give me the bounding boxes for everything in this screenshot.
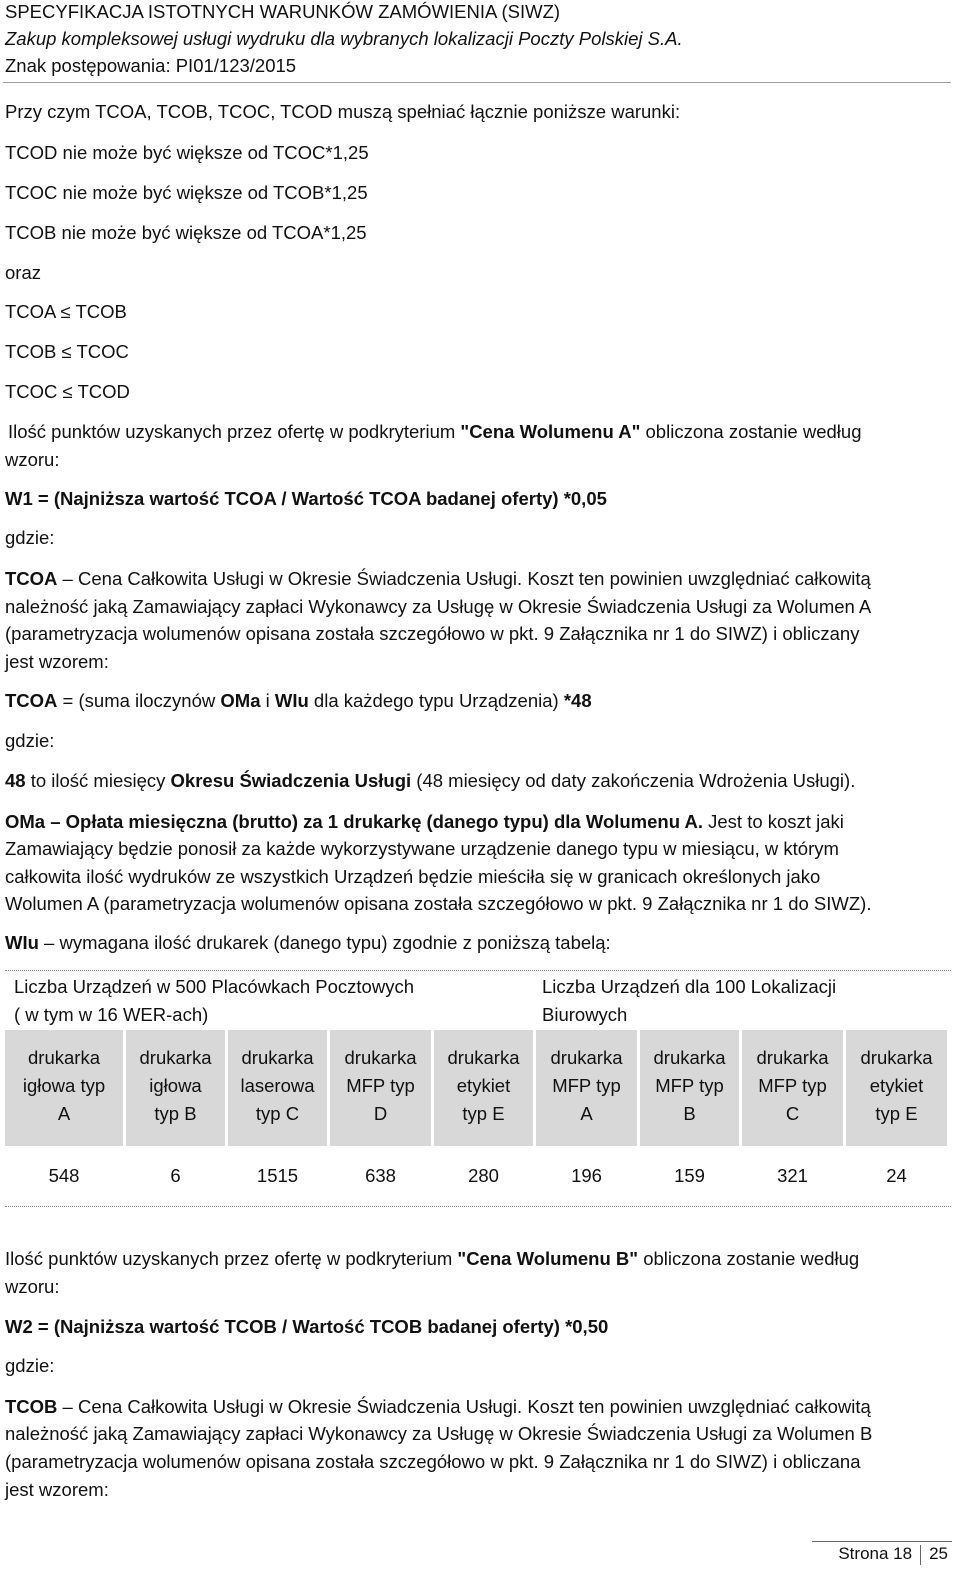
header-cell-line: drukarka <box>756 1047 829 1068</box>
table-cell: 24 <box>886 1165 907 1186</box>
header-cell-line: etykiet <box>456 1075 511 1096</box>
header-cell-line: A <box>580 1103 593 1124</box>
table-cell: 1515 <box>256 1165 299 1186</box>
tcoa-formula-48: *48 <box>563 690 592 711</box>
table-header-row <box>5 1030 947 1146</box>
table-group-header-postal <box>14 973 414 1029</box>
table-cell: 196 <box>571 1165 602 1186</box>
wlu-text: – wymagana ilość drukarek (danego typu) zgodnie z poniższą tabelą: <box>38 932 611 953</box>
tcob-definition-line1 <box>5 1393 951 1421</box>
header-cell-line: B <box>683 1103 696 1124</box>
formula-w1-text: W1 = (Najniższa wartość TCOA / Wartość TCOA badanej oferty) *0,05 <box>5 488 607 509</box>
header-cell-line: MFP typ <box>552 1075 621 1096</box>
footer-rule <box>812 1541 952 1542</box>
header-cell-line: laserowa <box>240 1075 315 1096</box>
header-cell-line: etykiet <box>869 1075 924 1096</box>
table-header-cell <box>846 1030 947 1146</box>
points-b-paragraph <box>5 1246 859 1272</box>
header-cell-line: drukarka <box>550 1047 623 1068</box>
doc-header-subtitle: Zakup kompleksowej usługi wydruku dla wybranych lokalizacji Poczty Polskiej S.A. <box>5 28 683 49</box>
points-b-pre: Ilość punktów uzyskanych przez ofertę w podkryterium <box>5 1248 458 1269</box>
tcob-dash: – <box>57 1396 78 1417</box>
group-office-line1: Liczba Urządzeń dla 100 Lokalizacji <box>542 976 837 997</box>
tcob-definition-line3: (parametryzacja wolumenów opisana została szczegółowo w pkt. 9 Załącznika nr 1 do SIWZ) i obliczana <box>5 1451 861 1472</box>
tcoa-formula-eq: = (suma iloczynów <box>57 690 221 711</box>
points-a-post: obliczona zostanie według <box>640 421 862 442</box>
header-cell-line: typ B <box>154 1103 197 1124</box>
gdzie-label-3: gdzie: <box>5 1355 55 1376</box>
table-cell: 280 <box>468 1165 499 1186</box>
formula-w2 <box>5 1314 608 1340</box>
months-period-term: Okresu Świadczenia Usługi <box>170 770 412 791</box>
points-b-line2: wzoru: <box>5 1276 60 1297</box>
page-number-total: 25 <box>929 1544 948 1563</box>
gdzie-label-2: gdzie: <box>5 730 55 751</box>
header-cell-line: drukarka <box>28 1047 100 1068</box>
condition-2: TCOC nie może być większe od TCOB*1,25 <box>5 182 368 203</box>
table-header-cell <box>742 1030 843 1146</box>
table-header-cell <box>330 1030 431 1146</box>
table-header-cell <box>126 1030 225 1146</box>
table-cell: 638 <box>365 1165 396 1186</box>
header-cell-line: typ C <box>255 1103 300 1124</box>
tcoa-text-1: Cena Całkowita Usługi w Okresie Świadczenia Usługi. Koszt ten powinien uwzględniać całkowitą <box>78 568 871 589</box>
header-cell-line: MFP typ <box>346 1075 415 1096</box>
condition-3: TCOB nie może być większe od TCOA*1,25 <box>5 222 367 243</box>
formula-w1 <box>5 486 607 512</box>
oma-definition-line3: całkowita ilość wydruków ze wszystkich Urządzeń będzie mieściła się w granicach określonych jako <box>5 866 821 887</box>
tcoa-definition-line2: należność jaką Zamawiający zapłaci Wykonawcy za Usługę w Okresie Świadczenia Usługi za Wolumen A <box>5 596 872 617</box>
oma-definition-line2: Zamawiający będzie ponosił za każde wykorzystywane urządzenie danego typu w miesiącu, w którym <box>5 838 839 859</box>
tcoa-formula-term: TCOA <box>5 690 58 711</box>
group-postal-line2: ( w tym w 16 WER-ach) <box>14 1004 209 1025</box>
oraz-text: oraz <box>5 262 41 283</box>
tcoa-dash: – <box>57 568 78 589</box>
tcoa-formula-rest: dla każdego typu Urządzenia) <box>308 690 564 711</box>
header-cell-line: typ E <box>875 1103 918 1124</box>
header-cell-line: drukarka <box>241 1047 314 1068</box>
points-a-criterion: "Cena Wolumenu A" <box>460 421 641 442</box>
header-cell-line: MFP typ <box>758 1075 827 1096</box>
tcob-text-1: Cena Całkowita Usługi w Okresie Świadczenia Usługi. Koszt ten powinien uwzględniać całkowitą <box>78 1396 871 1417</box>
table-cell: 548 <box>48 1165 80 1186</box>
tcoa-formula <box>5 688 592 714</box>
table-header-cell <box>228 1030 327 1146</box>
table-cell: 6 <box>170 1165 181 1186</box>
inequality-1: TCOA ≤ TCOB <box>5 301 127 322</box>
table-cell: 159 <box>674 1165 705 1186</box>
points-b-post: obliczona zostanie według <box>638 1248 860 1269</box>
header-cell-line: typ E <box>462 1103 505 1124</box>
header-cell-line: A <box>57 1103 71 1124</box>
table-header-cell <box>640 1030 739 1146</box>
wlu-definition <box>5 930 611 956</box>
oma-term: OMa – Opłata miesięczna (brutto) za 1 drukarkę (danego typu) dla Wolumenu A. <box>5 811 703 832</box>
tcoa-formula-oma: OMa <box>220 690 261 711</box>
header-rule <box>3 82 951 83</box>
table-header-cell <box>434 1030 533 1146</box>
points-b-criterion: "Cena Wolumenu B" <box>457 1248 639 1269</box>
table-cell: 321 <box>777 1165 808 1186</box>
group-office-line2: Biurowych <box>542 1004 628 1025</box>
conditions-intro: Przy czym TCOA, TCOB, TCOC, TCOD muszą spełniać łącznie poniższe warunki: <box>5 101 681 122</box>
doc-header-title: SPECYFIKACJA ISTOTNYCH WARUNKÓW ZAMÓWIENIA (SIWZ) <box>5 1 561 22</box>
header-cell-line: drukarka <box>139 1047 212 1068</box>
page-number-label: Strona 18 <box>838 1544 913 1563</box>
points-a-pre: Ilość punktów uzyskanych przez ofertę w podkryterium <box>8 421 461 442</box>
header-cell-line: drukarka <box>860 1047 933 1068</box>
table-header-cell <box>5 1030 123 1146</box>
header-cell-line: drukarka <box>653 1047 726 1068</box>
months-text-1: to ilość miesięcy <box>25 770 171 791</box>
months-definition <box>5 768 855 794</box>
header-cell-line: C <box>785 1103 800 1124</box>
header-cell-line: drukarka <box>447 1047 520 1068</box>
tcob-definition-line4: jest wzorem: <box>5 1479 109 1500</box>
tcoa-definition-line1 <box>5 565 951 593</box>
header-cell-line: drukarka <box>344 1047 417 1068</box>
tcob-definition-line2: należność jaką Zamawiający zapłaci Wykonawcy za Usługę w Okresie Świadczenia Usługi za Wolumen B <box>5 1423 873 1444</box>
table-bottom-rule <box>5 1206 951 1207</box>
page-number <box>838 1543 948 1565</box>
table-top-rule <box>5 970 951 971</box>
formula-w2-text: W2 = (Najniższa wartość TCOB / Wartość TCOB badanej oferty) *0,50 <box>5 1316 609 1337</box>
tcoa-definition-line3: (parametryzacja wolumenów opisana została szczegółowo w pkt. 9 Załącznika nr 1 do SIWZ) i obliczany <box>5 623 860 644</box>
tcob-term: TCOB <box>5 1396 58 1417</box>
group-postal-line1: Liczba Urządzeń w 500 Placówkach Pocztowych <box>14 976 414 997</box>
points-a-line2: wzoru: <box>5 449 60 470</box>
oma-text-1: Jest to koszt jaki <box>702 811 844 832</box>
page-number-separator <box>920 1545 921 1565</box>
oma-definition-line4: Wolumen A (parametryzacja wolumenów opisana została szczegółowo w pkt. 9 Załącznika nr 1 do SIWZ). <box>5 893 872 914</box>
points-a-paragraph <box>8 419 862 445</box>
tcoa-formula-wlu: WIu <box>274 690 309 711</box>
inequality-3: TCOC ≤ TCOD <box>5 381 130 402</box>
condition-1: TCOD nie może być większe od TCOC*1,25 <box>5 142 369 163</box>
doc-header-reference: Znak postępowania: PI01/123/2015 <box>5 55 297 76</box>
gdzie-label-1: gdzie: <box>5 527 55 548</box>
header-cell-line: igłowa typ <box>22 1075 106 1096</box>
inequality-2: TCOB ≤ TCOC <box>5 341 129 362</box>
header-cell-line: D <box>373 1103 388 1124</box>
months-text-2: (48 miesięcy od daty zakończenia Wdrożenia Usługi). <box>411 770 856 791</box>
tcoa-term: TCOA <box>5 568 58 589</box>
oma-definition-line1 <box>5 808 951 836</box>
tcoa-definition-line4: jest wzorem: <box>5 651 109 672</box>
months-number: 48 <box>5 770 26 791</box>
header-cell-line: igłowa <box>149 1075 202 1096</box>
wlu-term: WIu <box>5 932 39 953</box>
table-header-cell <box>536 1030 637 1146</box>
header-cell-line: MFP typ <box>655 1075 724 1096</box>
tcoa-formula-i: i <box>260 690 275 711</box>
table-group-header-office <box>542 973 836 1029</box>
